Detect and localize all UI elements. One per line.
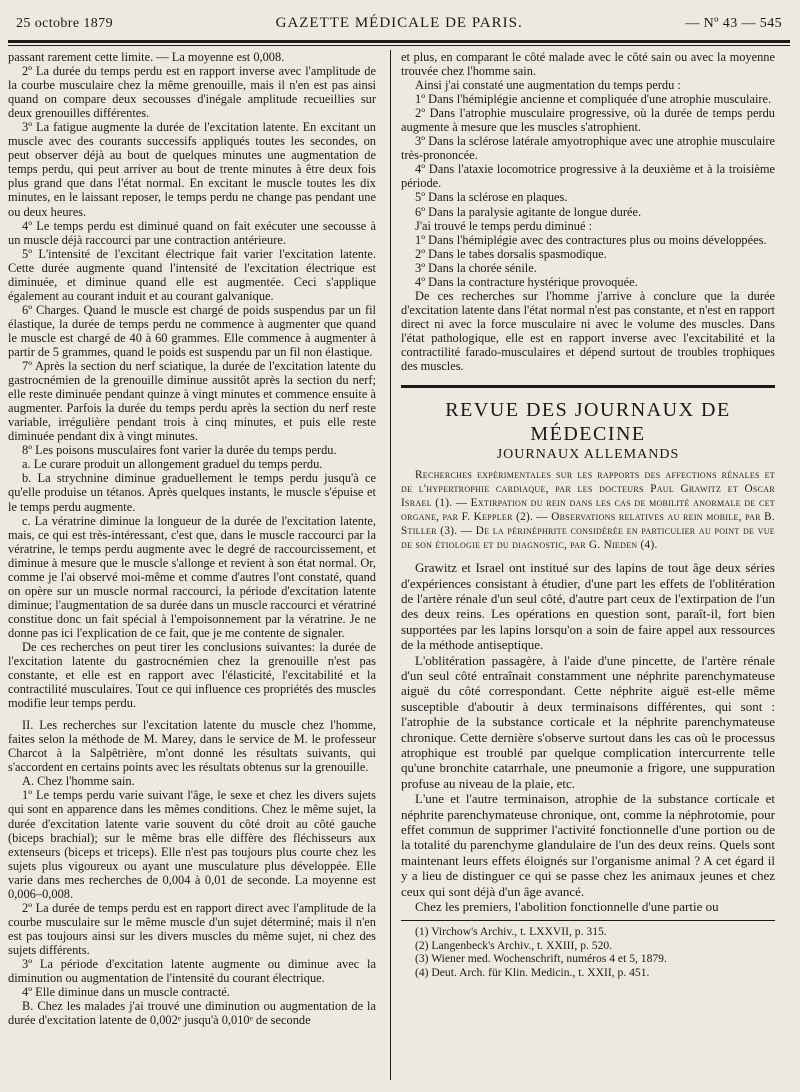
paragraph: J'ai trouvé le temps perdu diminué :	[415, 218, 593, 233]
footnote: (1) Virchow's Archiv., t. LXXVII, p. 315.	[415, 925, 607, 939]
paragraph: Ainsi j'ai constaté une augmentation du temps perdu :	[415, 78, 681, 93]
paragraph: c. La vératrine diminue la longueur de la durée de l'excitation latente, mais, ce qui est très-intéressant, c'est que, dans le muscle raccourci par la vératrine, le temps perdu augmente avec le degré de raccourcissement, et diminue à mesure que le muscle s'allonge et revient à son état normal. Or, comme je l'ai observé moi-même et comme d'autres l'ont constaté, quand on opère sur un muscle normal raccourci, la période d'excitation latente diminue; l'augmentation de sa durée dans un muscle raccourci et vératriné constitue donc un fait spécial à l'empoisonnement par la vératrine. Je ne donne pas ici l'explication de ce fait, que je me contente de signaler.	[8, 513, 376, 640]
running-header	[8, 10, 790, 36]
list-item: 2º Dans le tabes dorsalis spasmodique.	[415, 246, 607, 261]
paragraph: De ces recherches on peut tirer les conclusions suivantes: la durée de l'excitation latente du gastrocnémien chez la grenouille n'est pas constante, et elle est en rapport avec l'élasticité, l'excitabilité et la contractilité musculaires. Tout ce qui influence ces propriétés des muscles modifie leur temps perdu.	[8, 639, 376, 711]
left-column	[8, 50, 384, 1080]
footnote: (2) Langenbeck's Archiv., t. XXIII, p. 520.	[415, 938, 613, 952]
paragraph: De ces recherches sur l'homme j'arrive à conclure que la durée d'excitation latente dans l'état normal n'est pas constante, et n'est en rapport direct ni avec la force musculaire ni avec le volume des muscles. Dans l'état pathologique, elle est en rapport inverse avec l'excitabilité et la contractilité farado-musculaires et dépend surtout de troubles trophiques des muscles.	[401, 288, 775, 374]
list-item: 5º Dans la sclérose en plaques.	[415, 190, 568, 205]
paragraph: 2º La durée du temps perdu est en rapport inverse avec l'amplitude de la courbe musculaire chez la même grenouille, mais il n'en est pas ainsi quand on compare deux secousses d'inégale amplitude recueillies sur deux grenouilles différentes.	[8, 64, 376, 121]
paragraph: 1º Le temps perdu varie suivant l'âge, le sexe et chez les divers sujets qui sont en apparence dans les mêmes conditions. Chez le même sujet, la durée d'excitation latente varie souvent du côté droit au côté gauche (biceps brachial); sur le même bras elle diffère des fléchisseurs aux extenseurs (biceps et triceps). Elle n'est pas toujours plus courte chez les sujets plus vigoureux ou ayant une musculature plus développée. Elle varie dans mes recherches de 0,004 à 0,01 de seconde. La moyenne est 0,006–0,008.	[8, 788, 376, 901]
issue-page-number: — Nº 43 — 545	[685, 16, 782, 31]
list-item: 4º Dans la contracture hystérique provoquée.	[415, 274, 638, 289]
paragraph: 3º La période d'excitation latente augmente ou diminue avec la diminution ou augmentation de l'intensité du courant électrique.	[8, 957, 376, 986]
footnote: (3) Wiener med. Wochenschrift, numéros 4 et 5, 1879.	[415, 952, 667, 966]
list-item: 6º Dans la paralysie agitante de longue durée.	[415, 204, 642, 219]
paragraph: Grawitz et Israel ont institué sur des lapins de tout âge deux séries d'expériences consistant à étudier, d'une part les effets de l'oblitération de l'artère rénale d'un seul côté, d'autre part ceux de l'extirpation de l'un des deux reins. Les opérations en question sont, paraît-il, fort bien supportées par les lapins lorsqu'on a soin de faire appel aux ressources de la méthode antiseptique.	[401, 560, 775, 653]
right-column	[397, 50, 775, 1080]
footnotes	[401, 920, 775, 979]
list-item: 3º Dans la sclérose latérale amyotrophique avec une atrophie musculaire très-prononcée.	[401, 134, 775, 163]
list-item: 1º Dans l'hémiplégie avec des contractures plus ou moins développées.	[415, 232, 767, 247]
paragraph: II. Les recherches sur l'excitation latente du muscle chez l'homme, faites selon la méthode de M. Marey, dans le service de M. le professeur Charcot à la Salpêtrière, m'ont donné les résultats suivants, qui s'accordent en certains points avec les résultats obtenus sur la grenouille.	[8, 718, 376, 775]
list-item: 3º Dans la chorée sénile.	[415, 260, 537, 275]
paragraph: 4º Le temps perdu est diminué quand on fait exécuter une secousse à un muscle déjà raccourci par une contraction antérieure.	[8, 218, 376, 247]
paragraph: L'une et l'autre terminaison, atrophie de la substance corticale et néphrite parenchymateuse chronique, ont, comme la néphrotomie, pour effet commun de supprimer l'activité fonctionnelle d'une portion ou de la totalité du parenchyme glandulaire de l'un des deux reins. Quels sont maintenant leurs effets éloignés sur l'organisme animal ? A cet égard il y a lieu de distinguer ce qui se passe chez les animaux jeunes et chez ceux qui sont déjà d'un âge avancé.	[401, 791, 775, 899]
journal-name: GAZETTE MÉDICALE DE PARIS.	[275, 15, 523, 31]
paragraph: et plus, en comparant le côté malade avec le côté sain ou avec la moyenne trouvée chez l'homme sain.	[401, 50, 775, 79]
research-heading: Recherches expérimentales sur les rapports des affections rénales et de l'hypertrophie cardiaque, par les docteurs Paul Grawitz et Oscar Israel (1). — Extirpation du rein dans les cas de mobilité anormale de cet organe, par F. Keppler (2). — Observations relatives au rein mobile, par B. Stiller (3). — De la périnéphrite considérée en particulier au point de vue de son étiologie et du diagnostic, par G. Nieden (4).	[401, 469, 775, 552]
list-item: 1º Dans l'hémiplégie ancienne et compliquée d'une atrophie musculaire.	[415, 92, 772, 107]
paragraph: B. Chez les malades j'ai trouvé une diminution ou augmentation de la durée d'excitation latente de 0,002ᵉ jusqu'à 0,010ᵉ de seconde	[8, 999, 376, 1028]
subsection-heading: A. Chez l'homme sain.	[22, 774, 135, 789]
paragraph: 4º Elle diminue dans un muscle contracté.	[22, 985, 230, 1000]
paragraph: 6º Charges. Quand le muscle est chargé de poids suspendus par un fil élastique, la durée de temps perdu ne commence à augmenter que quand le muscle est chargé de 40 à 60 grammes. Elle commence à augmenter à partir de 5 grammes, quand le poids est suspendu par un fil non élastique.	[8, 302, 376, 359]
paragraph: passant rarement cette limite. — La moyenne est 0,008.	[8, 50, 285, 64]
column-divider	[390, 50, 391, 1080]
review-title: REVUE DES JOURNAUX DE MÉDECINE	[445, 399, 731, 446]
paragraph: 8º Les poisons musculaires font varier la durée du temps perdu.	[22, 443, 337, 458]
paragraph: a. Le curare produit un allongement graduel du temps perdu.	[22, 457, 323, 472]
review-section	[401, 385, 775, 979]
paragraph: b. La strychnine diminue graduellement le temps perdu jusqu'à ce qu'elle produise un tétanos. Après quelques instants, le muscle s'épuise et le temps perdu augmente.	[8, 471, 376, 514]
paragraph: L'oblitération passagère, à l'aide d'une pincette, de l'artère rénale d'un seul côté entraînait constamment une néphrite parenchymateuse aiguë du côté correspondant. Cette néphrite aiguë est-elle même susceptible d'aboutir à deux terminaisons différentes, qui sont : l'atrophie de la substance corticale et la néphrite parenchymateuse chronique. Cette dernière s'observe surtout dans les cas où le processus atrophique est troublé par quelque complication intercurrente telle qu'une bronchite catarrhale, une pneumonie a frigore, une suppuration profuse au niveau de la plaie, etc.	[401, 652, 775, 791]
paragraph: 2º La durée de temps perdu est en rapport direct avec l'amplitude de la courbe musculaire sur le même muscle d'un sujet déterminé; mais il n'en est pas toujours ainsi sur les divers muscles du même sujet, ni chez des sujets différents.	[8, 900, 376, 957]
paragraph: 5º L'intensité de l'excitant électrique fait varier l'excitation latente. Cette durée augmente quand l'intensité de l'excitation électrique est diminuée, et diminue quand elle est augmentée. Ceci s'applique également au courant induit et au courant galvanique.	[8, 246, 376, 303]
paragraph: 7º Après la section du nerf sciatique, la durée de l'excitation latente du gastrocnémien de la grenouille diminue aussitôt après la section du nerf; elle reste diminuée pendant quinze à vingt minutes et commence ensuite à augmenter. Parfois la durée du temps perdu après la section du nerf reste variable, irrégulière pendant trois à cinq minutes, et puis elle reste diminuée pendant dix à vingt minutes.	[8, 359, 376, 444]
issue-date: 25 octobre 1879	[16, 16, 113, 31]
list-item: 2º Dans l'atrophie musculaire progressive, où la durée de temps perdu augmente à mesure que les muscles s'atrophient.	[401, 106, 775, 135]
paragraph: 3º La fatigue augmente la durée de l'excitation latente. En excitant un muscle avec des courants successifs appliqués toutes les secondes, on peut observer déjà au bout de quelques minutes une augmentation de temps perdu, qui peut arriver au bout de trente minutes à être deux fois plus grand que dans l'état normal. En excitant le muscle toutes les dix minutes, en le laissant reposer, le temps perdu ne change pas pendant une ou deux heures.	[8, 120, 376, 219]
paragraph: Chez les premiers, l'abolition fonctionnelle d'une partie ou	[415, 899, 719, 915]
list-item: 4º Dans l'ataxie locomotrice progressive à la deuxième et à la troisième période.	[401, 162, 775, 191]
review-subtitle: JOURNAUX ALLEMANDS	[496, 447, 680, 463]
two-column-body	[8, 50, 790, 1080]
header-rule	[8, 40, 790, 46]
footnote: (4) Deut. Arch. für Klin. Medicin., t. XXII, p. 451.	[415, 965, 650, 979]
